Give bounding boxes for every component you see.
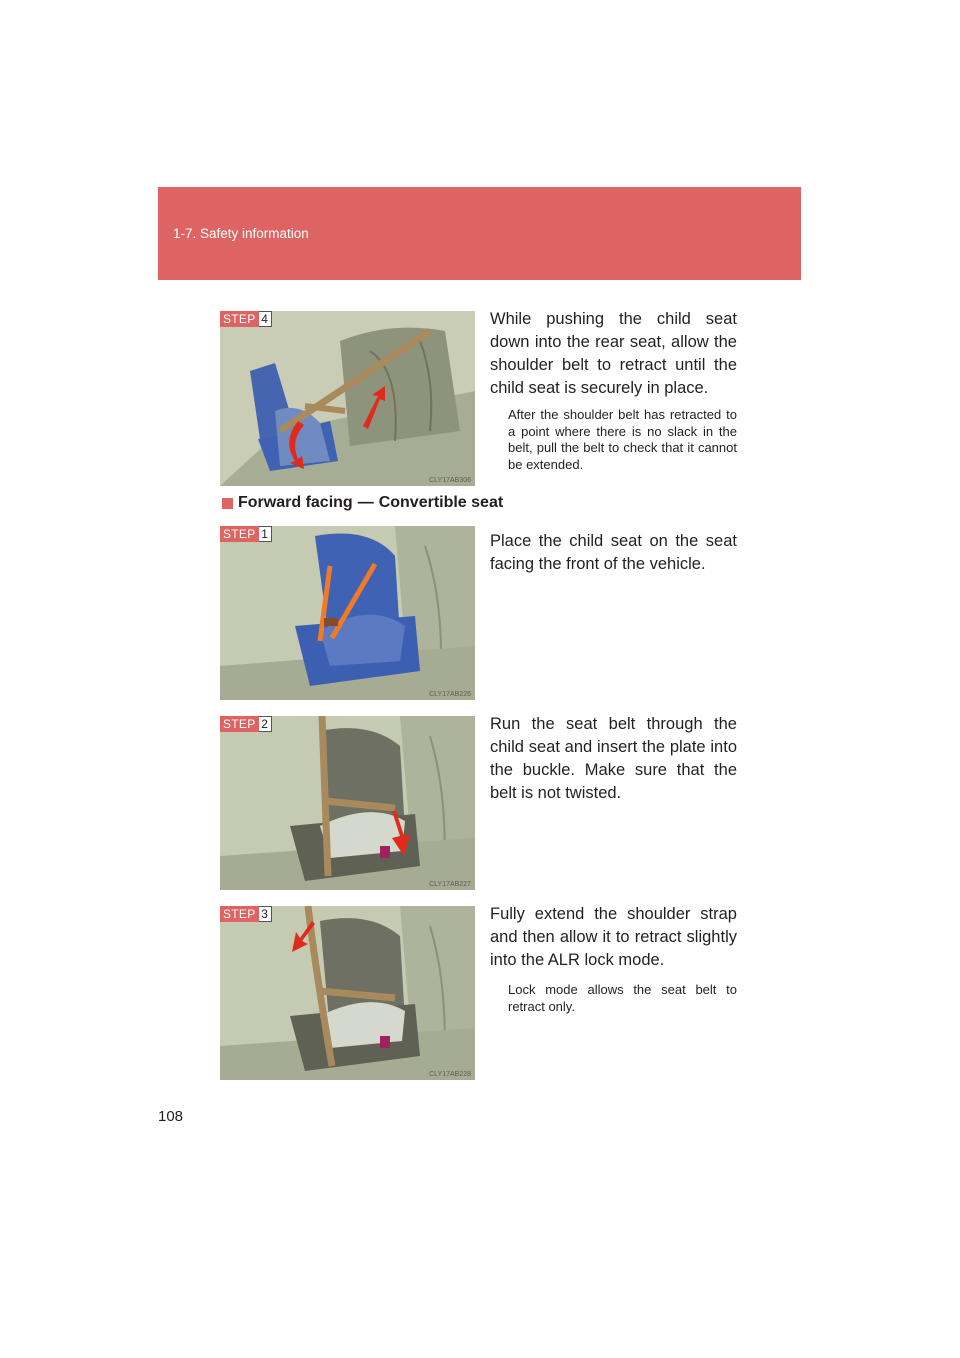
- step-badge: [220, 311, 272, 327]
- red-square-icon: [222, 498, 233, 509]
- step-4-note: After the shoulder belt has retracted to a point where there is no slack in the belt, pull the belt to check that it cannot be extended.: [508, 407, 737, 472]
- figure-step-2: [220, 716, 475, 890]
- page-number: 108: [158, 1108, 184, 1125]
- step-badge: [220, 716, 272, 732]
- step-number: 4: [259, 311, 272, 327]
- rear-seat-illustration: [220, 311, 475, 486]
- figure-code: CLY17AB228: [429, 1071, 471, 1078]
- step-label: STEP: [220, 311, 259, 327]
- subheading-forward-facing: [222, 494, 503, 512]
- figure-code: CLY17AB306: [429, 477, 471, 484]
- step-4-text: While pushing the child seat down into the rear seat, allow the shoulder belt to retract until the child seat is securely in place.: [490, 310, 737, 397]
- subheading-dash: —: [357, 494, 374, 511]
- child-seat-illustration: [220, 526, 475, 700]
- step-2-text: Run the seat belt through the child seat and insert the plate into the buckle. Make sure that the belt is not twisted.: [490, 715, 737, 802]
- alr-lock-illustration: [220, 906, 475, 1080]
- step-number: 1: [259, 526, 272, 542]
- step-badge: [220, 526, 272, 542]
- figure-code: CLY17AB226: [429, 691, 471, 698]
- subheading-label: Forward facing: [238, 494, 353, 511]
- figure-step-3: [220, 906, 475, 1080]
- step-label: STEP: [220, 906, 259, 922]
- step-label: STEP: [220, 526, 259, 542]
- step-1-text: Place the child seat on the seat facing the front of the vehicle.: [490, 532, 737, 573]
- step-label: STEP: [220, 716, 259, 732]
- figure-code: CLY17AB227: [429, 881, 471, 888]
- step-badge: [220, 906, 272, 922]
- step-number: 2: [259, 716, 272, 732]
- step-3-note: Lock mode allows the seat belt to retract only.: [508, 982, 737, 1014]
- section-title: 1-7. Safety information: [173, 226, 309, 241]
- belt-routing-illustration: [220, 716, 475, 890]
- figure-step-4: [220, 311, 475, 486]
- step-3-text: Fully extend the shoulder strap and then allow it to retract slightly into the ALR lock mode.: [490, 905, 737, 969]
- figure-step-1: [220, 526, 475, 700]
- subheading-type: Convertible seat: [378, 494, 504, 511]
- step-number: 3: [259, 906, 272, 922]
